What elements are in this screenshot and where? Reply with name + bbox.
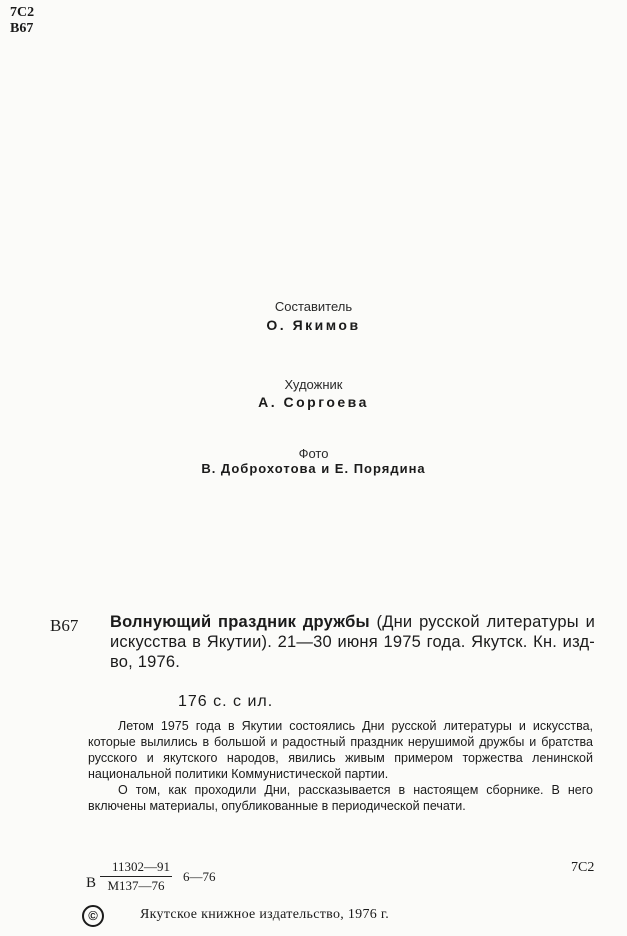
abstract-paragraph: Летом 1975 года в Якутии состоялись Дни русской литературы и искусства, которые вылились в большой и радостный праздник нерушимой дружбы и братства русского и якутского народов, явились живым примером торжества ленинской национальной политики Коммунистической партии. (88, 719, 593, 781)
photo-names: В. Доброхотова и Е. Порядина (201, 461, 426, 476)
publisher-line: Якутское книжное издательство, 1976 г. (140, 907, 390, 922)
entry-code: В67 (50, 616, 79, 635)
catalog-code-top: 7С2 (10, 5, 35, 20)
catalog-code-bottom: В67 (10, 21, 34, 36)
index-prefix: В (86, 875, 97, 891)
compiler-role: Составитель (274, 299, 353, 314)
page-count: 176 с. с ил. (178, 693, 274, 710)
copyright-icon: © (82, 905, 104, 927)
bibliographic-entry (110, 612, 595, 672)
book-details: (Дни русской литературы и искусства в Якутии). 21—30 июня 1975 года. Якутск. Кн. изд-во, 1976. (110, 613, 595, 671)
artist-role: Художник (284, 377, 343, 392)
artist-name: А. Соргоева (258, 394, 369, 410)
abstract (88, 718, 593, 814)
book-title: Волнующий праздник дружбы (110, 613, 370, 631)
index-right-code: 7С2 (571, 860, 595, 875)
index-fraction (100, 859, 172, 894)
index-suffix: 6—76 (183, 869, 216, 884)
index-numerator: 11302—91 (100, 859, 172, 877)
photo-role: Фото (298, 446, 329, 461)
index-denominator: М137—76 (107, 878, 165, 893)
compiler-name: О. Якимов (266, 317, 361, 333)
abstract-paragraph: О том, как проходили Дни, рассказывается в настоящем сборнике. В него включены материалы, опубликованные в периодической печати. (88, 783, 593, 813)
